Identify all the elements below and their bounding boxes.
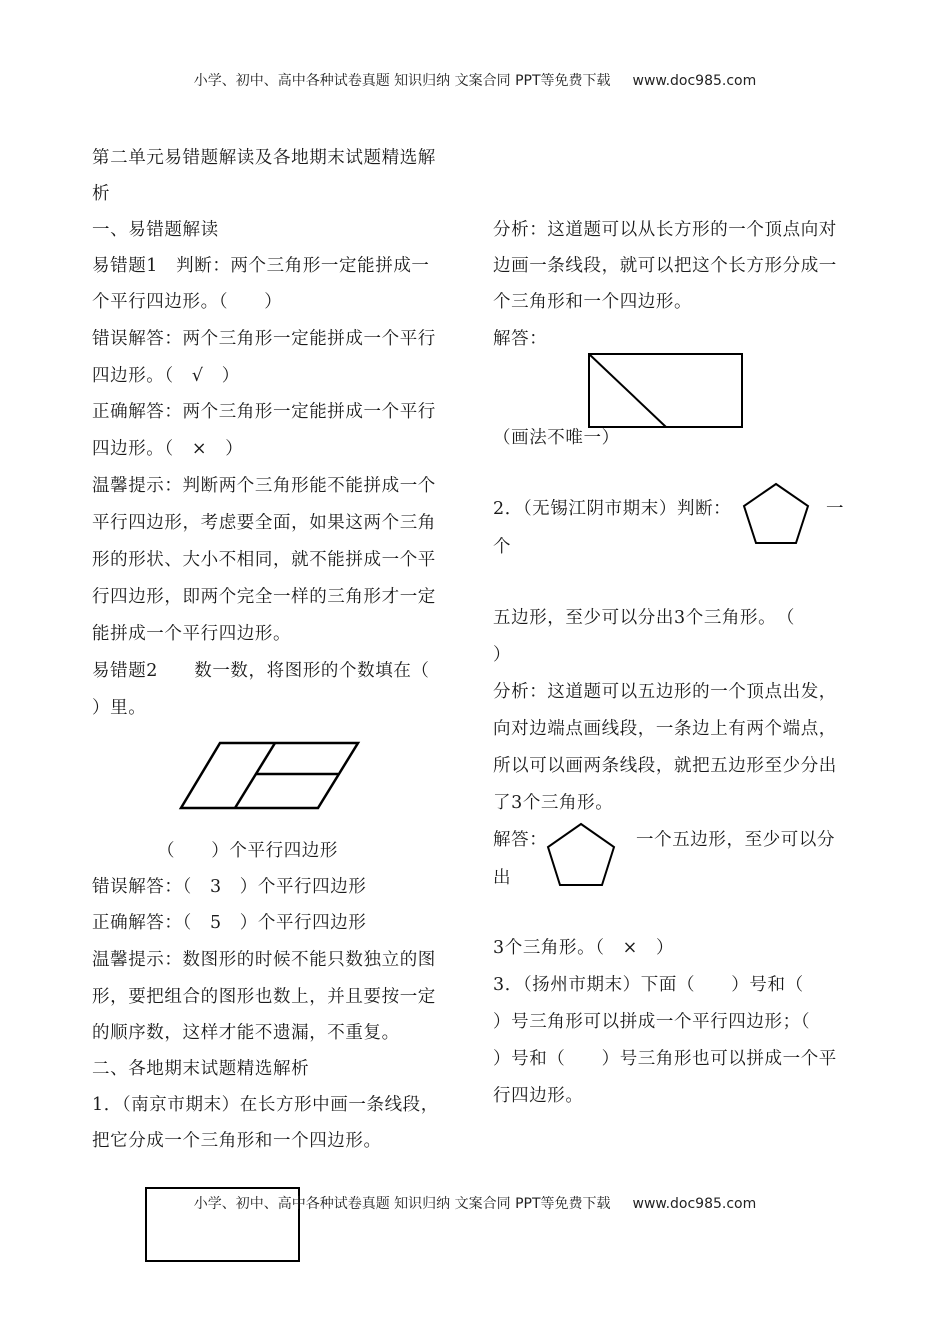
- p2-answer-label: 解答：: [493, 830, 548, 850]
- p2-line2: 个: [493, 537, 512, 557]
- p1-line2: 把它分成一个三角形和一个四边形。: [92, 1131, 382, 1151]
- p2-analysis-line4: 了3个三角形。: [493, 793, 614, 813]
- q1-wrong-line2: 四边形。（ √ ）: [92, 366, 240, 386]
- rectangle-with-segment-figure: [588, 353, 744, 429]
- q2-blank-answer: （ ）个平行四边形: [157, 841, 338, 861]
- p2-answer-line3: 3个三角形。（ × ）: [493, 938, 675, 958]
- q1-wrong-line1: 错误解答：两个三角形一定能拼成一个平行: [92, 329, 436, 349]
- p2-analysis-line2: 向对边端点画线段，一条边上有两个端点，: [493, 719, 837, 739]
- p1-analysis-line2: 边画一条线段，就可以把这个长方形分成一: [493, 256, 837, 276]
- p2-line1-tail: 一: [826, 499, 845, 519]
- p2-answer-line1-tail: 一个五边形，至少可以分: [636, 830, 836, 850]
- q1-line2: 个平行四边形。（ ）: [92, 292, 283, 312]
- p3-line3: ）号和（ ）号三角形也可以拼成一个平: [493, 1049, 837, 1069]
- q2-tip-line1: 温馨提示：数图形的时候不能只数独立的图: [92, 950, 436, 970]
- footer-text: 小学、初中、高中各种试卷真题 知识归纳 文案合同 PPT等免费下载: [193, 1196, 611, 1212]
- p1-analysis-line3: 个三角形和一个四边形。: [493, 292, 693, 312]
- q1-tip-line2: 平行四边形，考虑要全面，如果这两个三角: [92, 513, 436, 533]
- parallelogram-figure: [178, 740, 363, 812]
- q1-tip-line3: 形的形状、大小不相同，就不能拼成一个平: [92, 550, 436, 570]
- p2-analysis-line1: 分析：这道题可以五边形的一个顶点出发，: [493, 682, 837, 702]
- section-1-heading: 一、易错题解读: [92, 220, 219, 240]
- p3-line1: 3．（扬州市期末）下面（ ）号和（: [493, 975, 804, 995]
- p2-answer-line2: 出: [493, 868, 512, 888]
- q1-tip-line4: 行四边形，即两个完全一样的三角形才一定: [92, 587, 436, 607]
- q1-right-line2: 四边形。（ × ）: [92, 439, 244, 459]
- rectangle: [589, 354, 742, 427]
- header-text: 小学、初中、高中各种试卷真题 知识归纳 文案合同 PPT等免费下载: [193, 73, 611, 89]
- p1-answer-label: 解答：: [493, 329, 548, 349]
- q2-tip-line2: 形，要把组合的图形也数上，并且要按一定: [92, 987, 436, 1007]
- doc-title-line1: 第二单元易错题解读及各地期末试题精选解: [92, 148, 436, 168]
- p3-line4: 行四边形。: [493, 1086, 584, 1106]
- p1-analysis-line1: 分析：这道题可以从长方形的一个顶点向对: [493, 220, 837, 240]
- q2-wrong: 错误解答：（ 3 ）个平行四边形: [92, 877, 367, 897]
- p1-line1: 1．（南京市期末）在长方形中画一条线段，: [92, 1095, 439, 1115]
- doc-title-line2: 析: [92, 184, 111, 204]
- p1-note: （画法不唯一）: [493, 428, 620, 448]
- p2-analysis-line3: 所以可以画两条线段，就把五边形至少分出: [493, 756, 837, 776]
- section-2-heading: 二、各地期末试题精选解析: [92, 1059, 310, 1079]
- page-footer: [0, 1193, 950, 1213]
- p2-line1: 2．（无锡江阴市期末）判断：: [493, 499, 732, 519]
- q2-right: 正确解答：（ 5 ）个平行四边形: [92, 913, 367, 933]
- page-header: [0, 70, 950, 90]
- q2-tip-line3: 的顺序数，这样才能不遗漏，不重复。: [92, 1023, 400, 1043]
- q1-line1: 易错题1 判断：两个三角形一定能拼成一: [92, 256, 430, 276]
- p2-line3: 五边形，至少可以分出3个三角形。 （: [493, 608, 795, 628]
- pentagon-figure-question: [742, 482, 810, 546]
- q1-tip-line5: 能拼成一个平行四边形。: [92, 624, 292, 644]
- header-url: www.doc985.com: [632, 73, 757, 89]
- q1-tip-line1: 温馨提示：判断两个三角形能不能拼成一个: [92, 476, 436, 496]
- q2-line1: 易错题2 数一数，将图形的个数填在（: [92, 661, 430, 681]
- p3-line2: ）号三角形可以拼成一个平行四边形；（: [493, 1012, 811, 1032]
- q2-line2: ）里。: [92, 698, 147, 718]
- pentagon-figure-answer: [546, 822, 616, 888]
- footer-url: www.doc985.com: [632, 1196, 757, 1212]
- p2-line4: ）: [493, 645, 512, 665]
- dividing-segment: [589, 354, 666, 427]
- q1-right-line1: 正确解答：两个三角形一定能拼成一个平行: [92, 402, 436, 422]
- vertical-divider: [235, 743, 275, 808]
